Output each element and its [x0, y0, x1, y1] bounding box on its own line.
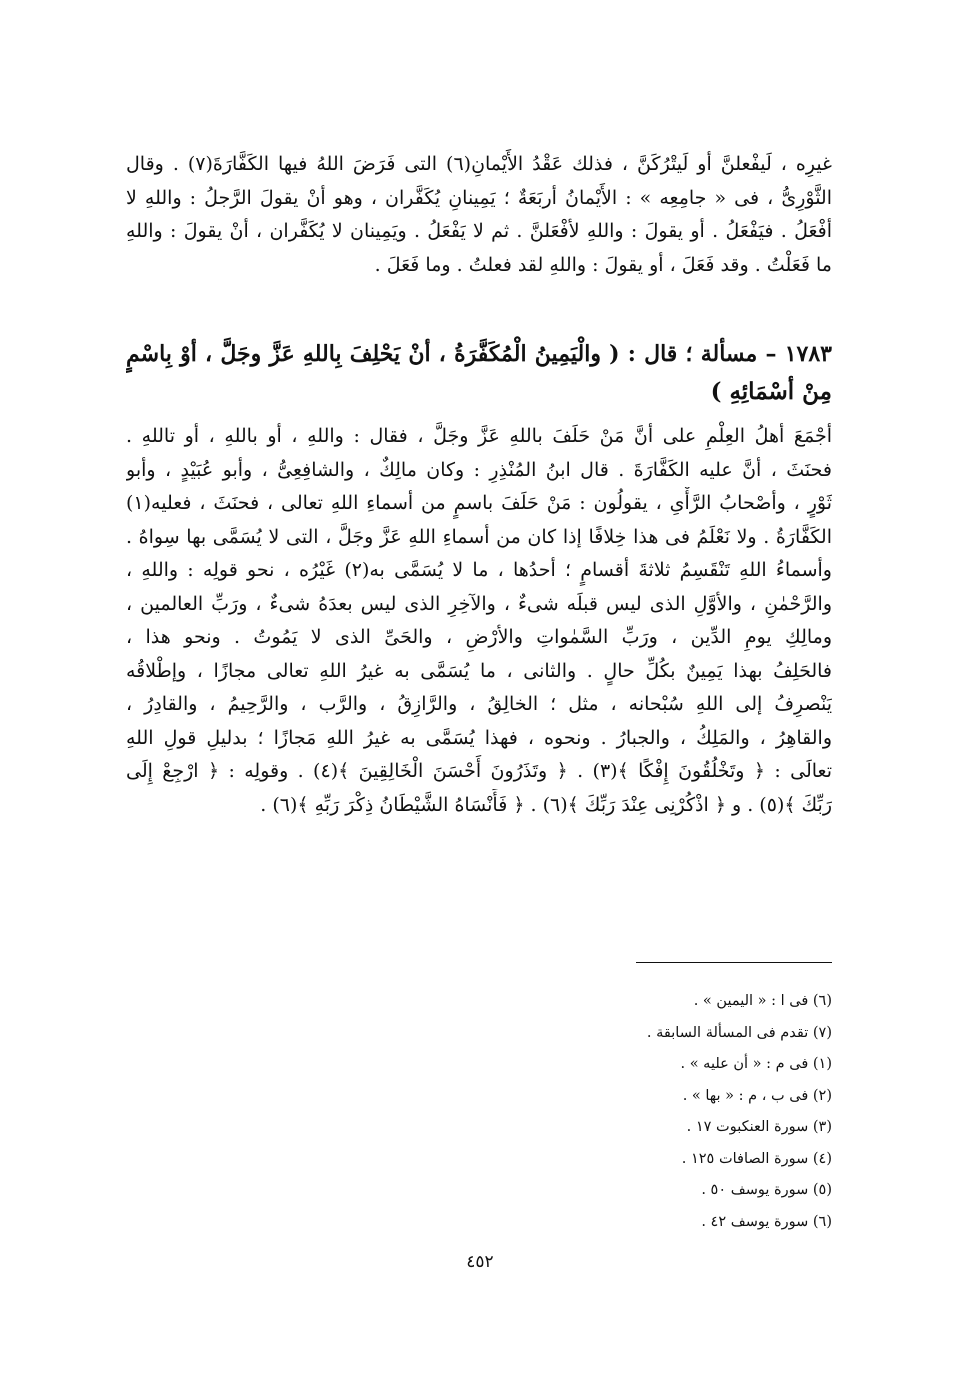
footnote: (٢) فى ب ، م : « بها » . — [682, 1087, 832, 1104]
text-line: ومالِكِ يومِ الدِّين ، ورَبِّ السَّمٰواتِ والأرْضِ ، والحَىِّ الذى لا يَمُوتُ . ونحو هذا ، — [126, 626, 832, 648]
footnote: (٦) فى ا : « اليمين » . — [693, 993, 832, 1009]
text-line: يَنْصرِفُ إلى اللهِ سُبْحانه ، مثل ؛ الخالِقُ ، والرَّازِقُ ، والرَّب ، والرَّحِيمُ ، والقادِرُ ، — [126, 693, 832, 715]
page-number: ٤٥٢ — [466, 1252, 494, 1272]
text-line: رَبِّكَ ﴾(٥) . و ﴿ اذْكُرْنِى عِنْدَ رَبِّكَ ﴾(٦) . ﴿ فَأَنْسَاهُ الشَّيْطَانُ ذِكْرَ رَبِّهِ ﴾(٦) . — [260, 793, 832, 816]
text-line: وأسماءُ اللهِ تَنْقَسِمُ ثلاثةَ أقسامٍ ؛ أحدُها ، ما لا يُسَمَّى به(٢) غَيْرُه ، نحو قولِه : واللهِ ، — [126, 559, 832, 581]
text-line: والرَّحْمٰنِ ، والأوَّلِ الذى ليس قبلَه شىءٌ ، والآخِرِ الذى ليس بعدَهُ شىءٌ ، ورَبِّ العالمين ، — [126, 592, 832, 615]
text-line: ثَوْرٍ ، وأصْحابُ الرَّأْىِ ، يقولُون : مَنْ حَلَفَ باسمٍ من أسماءِ اللهِ تعالى ، فحنَثَ ، فعليه(١) — [126, 492, 832, 514]
footnote: (٦) سورة يوسف ٤٢ . — [701, 1213, 832, 1230]
text-line: تعالَى : ﴿ وتَخْلُقُونَ إِفْكًا ﴾(٣) . ﴿ وتَذَرُونَ أَحْسَنَ الْخَالِقِينَ ﴾(٤) . وقولِه : ﴿ ارْجِعْ إِلَى — [126, 760, 832, 782]
text-line: أفْعَلُ . فيَفْعَلُ . أو يقولَ : واللهِ لأفْعَلنَّ . ثم لا يَفْعَلُ . ويَمِينان لا يُكَفَّران ، أنْ يقولَ : واللهِ — [126, 220, 832, 242]
intro-paragraph — [126, 148, 832, 282]
footnotes — [512, 986, 832, 1238]
text-line: فالحَلِفُ بهذا يَمِينٌ بكُلِّ حالٍ . والثانى ، ما يُسَمَّى به غيرُ اللهِ تعالى مجازًا ، وإطْلاقُه — [126, 659, 832, 682]
footnote: (٧) تقدم فى المسألة السابقة . — [646, 1024, 832, 1041]
text-line: الثَّوْرِىُّ ، فى « جامِعِه » : الأَيْمانُ أربَعَةٌ ؛ يَمِينانِ يُكَفَّران ، وهو أنْ يقولَ الرَّجلُ : واللهِ لا — [126, 186, 832, 209]
footnote: (٤) سورة الصافات ١٢٥ . — [681, 1150, 832, 1167]
footnote-divider — [636, 962, 832, 963]
footnote: (٥) سورة يوسف ٥٠ . — [701, 1182, 832, 1198]
body-paragraph — [126, 420, 832, 822]
text-line: أجْمَعَ أهلُ العِلْمِ على أنَّ مَنْ حَلَفَ باللهِ عَزَّ وجَلَّ ، فقال : واللهِ ، أو باللهِ ، أو تاللهِ . — [126, 425, 832, 447]
footnote: (٣) سورة العنكبوت ١٧ . — [686, 1119, 832, 1135]
text-line: ما فَعَلْتُ . وقد فَعَلَ ، أو يقولَ : واللهِ لقد فعلتُ . وما فَعَلَ . — [374, 253, 832, 276]
footnote: (١) فى م : « أن عليه » . — [680, 1056, 832, 1072]
heading-line: مِنْ أسْمَائِهِ ) — [710, 378, 832, 405]
issue-heading — [126, 336, 832, 410]
text-line: غيرِه ، لَيفْعلنَّ أو لَيتْرُكَنَّ ، فذلك عَقْدُ الأَيْمانِ(٦) التى فَرَضَ اللهُ فيها الكَفَّارَةَ(٧) . وقال — [126, 153, 832, 175]
heading-line: ١٧٨٣ – مسألة ؛ قال : ( والْيَمِينُ الْمُكَفَّرَةُ ، أنْ يَحْلِفَ بِاللهِ عَزَّ وجَلَّ ، أوْ بِاسْمٍ — [126, 341, 832, 367]
text-line: الكَفَّارَةُ . ولا نَعْلَمُ فى هذا خِلافًا إذا كان من أسماءِ اللهِ عَزَّ وجَلَّ ، التى لا يُسَمَّى بها سِواهُ . — [126, 525, 832, 548]
text-line: والقاهِرُ ، والمَلِكُ ، والجبارُ . ونحوه ، فهذا يُسَمَّى به غيرُ اللهِ مَجازًا ؛ بدليلِ قولِ اللهِ — [126, 726, 832, 749]
text-line: فحنَثَ ، أنَّ عليه الكَفَّارَةَ . قال ابنُ المُنْذِرِ : وكان مالِكٌ ، والشافِعِىُّ ، وأبو عُبَيْدٍ ، وأبو — [126, 458, 832, 481]
